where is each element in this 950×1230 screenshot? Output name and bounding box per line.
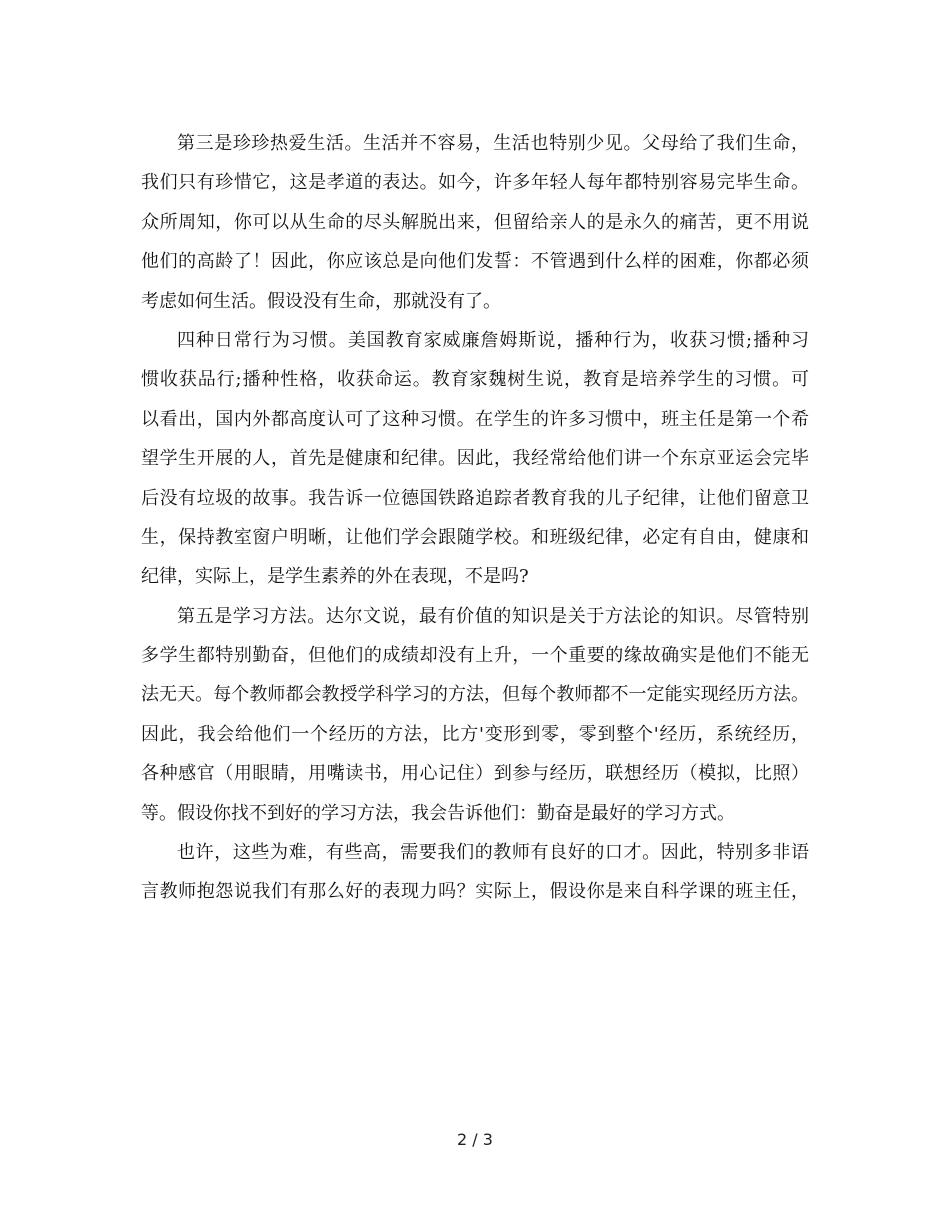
page-number: 2 / 3 (457, 1130, 493, 1149)
text-line: 等。假设你找不到好的学习方法，我会告诉他们：勤奋是最好的学习方式。 (141, 802, 735, 824)
text-line: 他们的高龄了！因此，你应该总是向他们发誓：不管遇到什么样的困难，你都必须 (141, 251, 809, 273)
text-line: 考虑如何生活。假设没有生命，那就没有了。 (141, 290, 501, 312)
text-line: 众所周知，你可以从生命的尽头解脱出来，但留给亲人的是永久的痛苦，更不用说 (141, 211, 809, 233)
paragraph-1 (141, 124, 809, 321)
text-line: 言教师抱怨说我们有那么好的表现力吗？实际上，假设你是来自科学课的班主任， (141, 881, 809, 903)
text-line: 因此，我会给他们一个经历的方法，比方'变形到零，零到整个'经历，系统经历， (141, 723, 809, 745)
text-line: 望学生开展的人，首先是健康和纪律。因此，我经常给他们讲一个东京亚运会完毕 (141, 448, 809, 470)
text-line: 以看出，国内外都高度认可了这种习惯。在学生的许多习惯中，班主任是第一个希 (141, 408, 809, 430)
text-line: 多学生都特别勤奋，但他们的成绩却没有上升，一个重要的缘故确实是他们不能无 (141, 645, 809, 667)
paragraph-3 (141, 597, 809, 833)
text-line: 第三是珍珍热爱生活。生活并不容易，生活也特别少见。父母给了我们生命， (177, 133, 809, 154)
text-line: 后没有垃圾的故事。我告诉一位德国铁路追踪者教育我的儿子纪律，让他们留意卫 (141, 487, 809, 509)
text-line: 纪律，实际上，是学生素养的外在表现，不是吗? (141, 566, 529, 588)
paragraph-2 (141, 321, 809, 597)
paragraph-4 (141, 833, 809, 912)
text-line: 也许，这些为难，有些高，需要我们的教师有良好的口才。因此，特别多非语 (177, 842, 809, 864)
document-body (141, 124, 809, 912)
text-line: 法无天。每个教师都会教授学科学习的方法，但每个教师都不一定能实现经历方法。 (141, 684, 809, 706)
text-line: 四种日常行为习惯。美国教育家威廉詹姆斯说，播种行为，收获习惯;播种习 (177, 329, 809, 351)
text-line: 生，保持教室窗户明晰，让他们学会跟随学校。和班级纪律，必定有自由，健康和 (141, 526, 809, 548)
text-line: 各种感官（用眼睛，用嘴读书，用心记住）到参与经历，联想经历（模拟，比照） (141, 763, 809, 785)
text-line: 我们只有珍惜它，这是孝道的表达。如今，许多年轻人每年都特别容易完毕生命。 (141, 172, 809, 194)
text-line: 惯收获品行;播种性格，收获命运。教育家魏树生说，教育是培养学生的习惯。可 (141, 369, 809, 391)
text-line: 第五是学习方法。达尔文说，最有价值的知识是关于方法论的知识。尽管特别 (177, 605, 809, 627)
